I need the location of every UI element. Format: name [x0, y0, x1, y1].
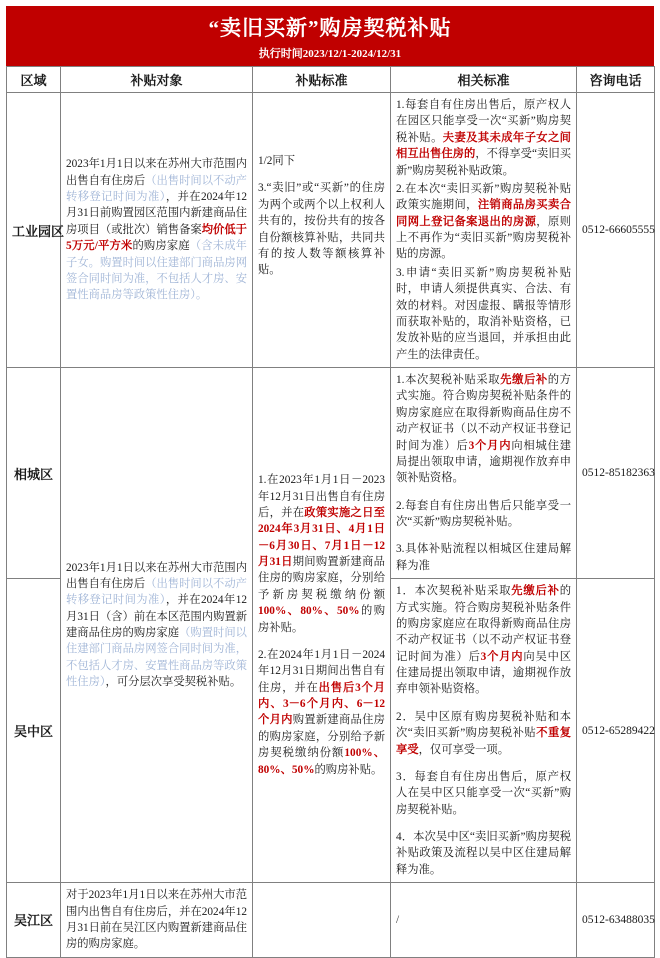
related-item-3: 3．每套自有住房出售后，原产权人在吴中区只能享受一次“买新”购房契税补贴。: [396, 770, 571, 816]
standard-item-1-highlight-rates: 100%、80%、50%: [258, 605, 360, 618]
column-header-target: 补贴对象: [61, 67, 253, 93]
related-item-4: 4．本次吴中区“卖旧买新”购房契税补贴政策及流程以吴中区住建局解释为准。: [396, 831, 571, 876]
target-text-a: 2023年1月1日以来在苏州大市范围内出售自有住房后: [66, 561, 247, 590]
related-item-2-text-b: ，原则上不再作为“卖旧买新”购房契税补贴的房源。: [396, 215, 571, 261]
target-cell-xiangcheng-wuzhong: [61, 368, 253, 883]
column-header-phone: 咨询电话: [577, 67, 655, 93]
standard-line-1: 1/2同下: [258, 155, 296, 167]
column-header-related: 相关标准: [391, 67, 577, 93]
related-item-2-text-a: 2．吴中区原有购房契税补贴和本次“卖旧买新”购房契税补贴: [396, 710, 571, 740]
page-title: “卖旧买新”购房契税补贴: [208, 16, 452, 40]
standard-item-2: [258, 647, 385, 778]
standard-item-2-highlight-rates: 100%、80%、50%: [258, 747, 385, 776]
target-note-1: （出售时间以不动产转移登记时间为准）: [66, 577, 247, 607]
related-item-2-highlight: 注销商品房买卖合同网上登记备案退出的房源: [396, 199, 571, 228]
policy-table: [6, 66, 655, 958]
related-cell-wuzhong: [391, 579, 577, 883]
related-item-1-text-a: 1．本次契税补贴采取: [396, 585, 512, 598]
target-text: 对于2023年1月1日以来在苏州大市范围内出售自有住房后，并在2024年12月31日前在吴江区内购置新建商品住房的购房家庭。: [66, 889, 247, 951]
standard-item-2-text-b: 购置新建商品住房的购房家庭，分别给予新房契税缴纳份额: [258, 714, 385, 760]
related-item-1-text-c: 向相城住建局提出领取申请，逾期视作放弃申领补贴资格。: [396, 439, 571, 485]
related-item-2: 2.每套自有住房出售后只能享受一次“买新”购房契税补贴。: [396, 499, 571, 528]
related-item-1: [396, 372, 571, 487]
related-item-1-highlight: 夫妻及其未成年子女之间相互出售住房的: [396, 131, 571, 161]
related-item-2: [396, 181, 571, 263]
target-note-1: （出售时间以不动产转移登记时间为准）: [66, 174, 247, 204]
phone-cell-wujiang[interactable]: 0512-63488035: [577, 883, 655, 958]
standard-cell-industrial-park: [253, 93, 391, 368]
related-item-1: [396, 583, 571, 698]
related-item-1-text-a: 1.每套自有住房出售后，原产权人在园区只能享受一次“买新”购房契税补贴。: [396, 99, 571, 144]
related-item-1-text-c: 向吴中区住建局提出领取申请，逾期视作放弃申领补贴资格。: [396, 650, 571, 696]
standard-item-1: [258, 472, 385, 636]
standard-cell-wujiang: [253, 883, 391, 958]
target-cell-industrial-park: [61, 93, 253, 368]
standard-item-1-text-c: 的购房补贴。: [258, 605, 385, 634]
related-item-2-text-b: ，仅可享受一项。: [418, 743, 509, 756]
table-row: [7, 368, 655, 579]
column-header-region: 区域: [7, 67, 61, 93]
related-item-1-text-b: ，不得享受“卖旧买新”购房契税补贴政策。: [396, 148, 571, 177]
related-item-2: [396, 709, 571, 758]
table-header-row: [7, 67, 655, 93]
related-item-3: 3.具体补贴流程以相城区住建局解释为准: [396, 543, 571, 572]
column-header-standard: 补贴标准: [253, 67, 391, 93]
standard-item-2-highlight-periods: 出售后3个月内、3－6个月内、6－12个月内: [258, 681, 385, 727]
page-subtitle: 执行时间2023/12/1-2024/12/31: [258, 48, 402, 61]
target-text-b: ，并在2024年12月31日前购置园区范围内新建商品住房项目（或批次）销售备案: [66, 191, 247, 236]
region-cell-xiangcheng: 相城区: [7, 368, 61, 579]
standard-item-1-text-b: 期间购置新建商品住房的购房家庭，分别给予新房契税缴纳份额: [258, 556, 385, 601]
region-cell-industrial-park: 工业园区: [7, 93, 61, 368]
related-item-1-text-b: 的方式实施。符合购房契税补贴条件的购房家庭应在取得新购商品住房不动产权证书（以不动产权证书登记时间为准）后: [396, 374, 571, 452]
standard-item-2-text-c: 的购房补贴。: [314, 763, 383, 776]
target-note-2: （含未成年子女。购置时间以住建部门商品房网签合同时间为准，不包括人才房、安置性商品房等政策性住房）。: [66, 240, 247, 302]
related-item-1-highlight-mode: 先缴后补: [500, 374, 548, 386]
related-item-3: 3.申请“卖旧买新”购房契税补贴时，申请人须提供真实、合法、有效的材料。对因虚报、瞒报等情形而获取补贴的，取消补贴资格，已发放补贴的应当退回，并承担由此产生的法律责任。: [396, 266, 571, 361]
related-item-2-text-a: 2.在本次“卖旧买新”购房契税补贴政策实施期间，: [396, 182, 571, 212]
standard-item-1-text-a: 1.在2023年1月1日－2023年12月31日出售自有住房后，并在: [258, 474, 385, 519]
related-item-1-highlight-window: 3个月内: [480, 650, 524, 663]
table-row: [7, 93, 655, 368]
target-highlight-price: 均价低于5万元/平方米: [66, 223, 247, 253]
region-cell-wuzhong: 吴中区: [7, 579, 61, 883]
standard-item-2-text-a: 2.在2024年1月1日－2024年12月31日期间出售自有住房，并在: [258, 648, 385, 694]
related-item-1-highlight-window: 3个月内: [468, 439, 512, 452]
standard-cell-xiangcheng-wuzhong: [253, 368, 391, 883]
related-item-2-highlight: 不重复享受: [396, 727, 571, 756]
related-cell-wujiang: /: [391, 883, 577, 958]
target-text-b: ，并在2024年12月31日（含）前在本区范围内购置新建商品住房的购房家庭: [66, 594, 247, 640]
phone-cell-wuzhong[interactable]: 0512-65289422: [577, 579, 655, 883]
target-text-c: ，可分层次享受契税补贴。: [105, 676, 242, 689]
related-item-1: [396, 97, 571, 179]
target-text-c: 的购房家庭: [132, 240, 190, 253]
related-item-1-text-a: 1.本次契税补贴采取: [396, 374, 501, 386]
page-banner: [6, 6, 654, 66]
target-text-a: 2023年1月1日以来在苏州大市范围内出售自有住房后: [66, 158, 247, 187]
standard-line-2: 3.“卖旧”或“买新”的住房为两个或两个以上权利人共有的，按份共有的按各自份额核算补贴，共同共有的按人数等额核算补贴。: [258, 182, 385, 277]
related-cell-industrial-park: [391, 93, 577, 368]
region-cell-wujiang: 吴江区: [7, 883, 61, 958]
standard-item-1-highlight-dates: 政策实施之日至2024年3月31日、4月1日－6月30日、7月1日－12月31日: [258, 506, 385, 569]
target-cell-wujiang: [61, 883, 253, 958]
target-note-2: （购置时间以住建部门商品房网签合同时间为准，不包括人才房、安置性商品房等政策性住房）: [66, 627, 247, 689]
table-row: [7, 883, 655, 958]
phone-cell-xiangcheng[interactable]: 0512-85182363: [577, 368, 655, 579]
related-cell-xiangcheng: [391, 368, 577, 579]
related-item-1-text-b: 的方式实施。符合购房契税补贴条件的购房家庭应在取得新购商品住房不动产权证书（以不动产权证书登记时间为准）后: [396, 585, 571, 663]
related-item-1-highlight-mode: 先缴后补: [511, 585, 560, 598]
phone-cell-industrial-park[interactable]: 0512-66605555: [577, 93, 655, 368]
